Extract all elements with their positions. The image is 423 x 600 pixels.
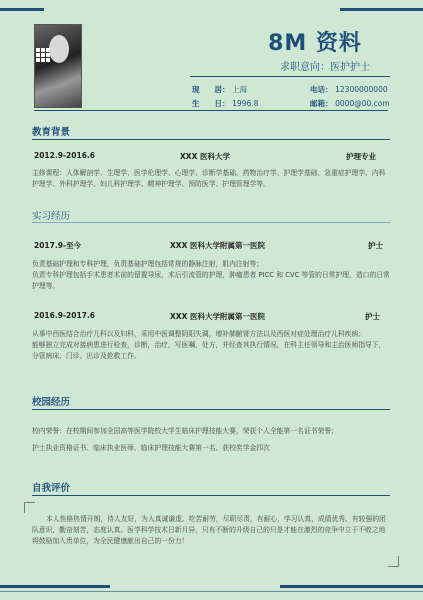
grid-icon[interactable]: [36, 48, 50, 62]
job-2-role: 护士: [365, 312, 380, 321]
decor-bar-bottom-right: [280, 585, 423, 588]
header-divider: [34, 110, 388, 111]
email-label: 邮箱：: [310, 99, 333, 108]
phone-value: 12300000000: [335, 85, 388, 94]
job-1-role: 护士: [368, 241, 383, 250]
decor-bar-bottom-left: [0, 585, 110, 588]
section-title-education: 教育背景: [32, 127, 71, 138]
phone-info: [310, 84, 388, 95]
self-evaluation: [32, 514, 388, 547]
birth-label: 生 日：: [192, 99, 230, 108]
decor-bar-top-right: [340, 8, 423, 11]
resume-name: 8M 资料: [268, 31, 362, 56]
campus-line-2: 护士执业资格证书、临床执业医师、临床护理技能大赛第一名、获校奖学金四次: [32, 444, 270, 452]
decor-bar-bottom-thin: [0, 591, 423, 592]
education-courses: [32, 168, 390, 190]
job-intent: 求职意向：医护护士: [280, 62, 370, 73]
campus-line-1: 校内荣誉：在校期间参加全国高等医学院校大学生临床护理技能大赛，荣获个人全能第一名证书荣誉；: [32, 427, 338, 435]
corner-mark-bottom-right: [388, 556, 399, 567]
section-title-campus: 校园经历: [32, 397, 71, 408]
section-rule-self: [32, 495, 390, 496]
job-1-date: 2017.9-至今: [34, 241, 82, 250]
job-2-line-1: 从事中西医结合治疗儿科以及妇科，采用中医调整阴阳失调，增补肺腑肾方法以及西医对症处理治疗儿科疾病；: [32, 330, 366, 338]
education-major: 护理专业: [346, 152, 376, 161]
birth-value: 1996.8: [232, 99, 259, 108]
self-evaluation-text: 本人性格热情开朗，待人友好，为人真诚谦虚。吃苦耐劳，尽职尽责，有耐心，学习认真，成绩优秀。有较强的团队意识，勤奋刻苦，态度认真。医学科学技术日新月异，只有不断的升级自己的只是才能在激烈的竞争中立于不败之地将鼓励加入贵单位，为全民健康献出自己的一份力！: [32, 515, 386, 545]
job-2-line-2: 能够独立完成对接病患进行检查，诊断，治疗，写医嘱，处方，并经查其执行情况，在科主任领导和主治医师指导下，分管病床、门诊、出诊及抢救工作。: [32, 341, 386, 360]
email-info: [310, 98, 390, 109]
corner-mark-top-left: [24, 502, 35, 513]
birth-info: [192, 98, 258, 109]
decor-bar-top-left: [0, 8, 44, 11]
residence-info: [192, 84, 247, 95]
photo-face: [49, 35, 69, 63]
job-1-line-2: 负责专科护理包括手术患者术前的留置导尿，术后引流管的护理，肿瘤患者 PICC 和 CVC 等管的日常护理，造口的日常护理等。: [32, 271, 390, 290]
section-rule-practice: [32, 222, 390, 223]
section-rule-education: [32, 139, 390, 140]
education-school: XXX 医科大学: [180, 152, 230, 161]
email-value: 0000@00.com: [335, 99, 390, 108]
residence-label: 现 居：: [192, 85, 230, 94]
job-2-details: [32, 329, 390, 362]
job-2-org: XXX 医科大学附属第一医院: [170, 312, 265, 321]
profile-photo: [34, 24, 82, 108]
section-title-practice: 实习经历: [32, 211, 71, 222]
section-title-self: 自我评价: [32, 483, 71, 494]
job-1-details: [32, 259, 390, 292]
education-date: 2012.9-2016.6: [34, 151, 95, 160]
residence-value: 上海: [232, 85, 248, 94]
job-2-date: 2016.9-2017.6: [34, 311, 95, 320]
campus-details: [32, 426, 390, 454]
phone-label: 电话：: [310, 85, 333, 94]
education-courses-text: 主修课程：人体解剖学、生理学、医学伦理学、心理学、诊断学基础、药物治疗学、护理学基础、急重症护理学、内科护理学、外科护理学、妇儿科护理学、精神护理学、预防医学、护理管理学等。: [32, 169, 386, 188]
intent-underline: [190, 76, 390, 77]
job-1-org: XXX 医科大学附属第一医院: [170, 241, 265, 250]
section-rule-campus: [32, 409, 390, 410]
job-1-line-1: 负责基础护理和专科护理，负责基础护理包括常规的静脉注射，肌内注射等；: [32, 260, 264, 268]
